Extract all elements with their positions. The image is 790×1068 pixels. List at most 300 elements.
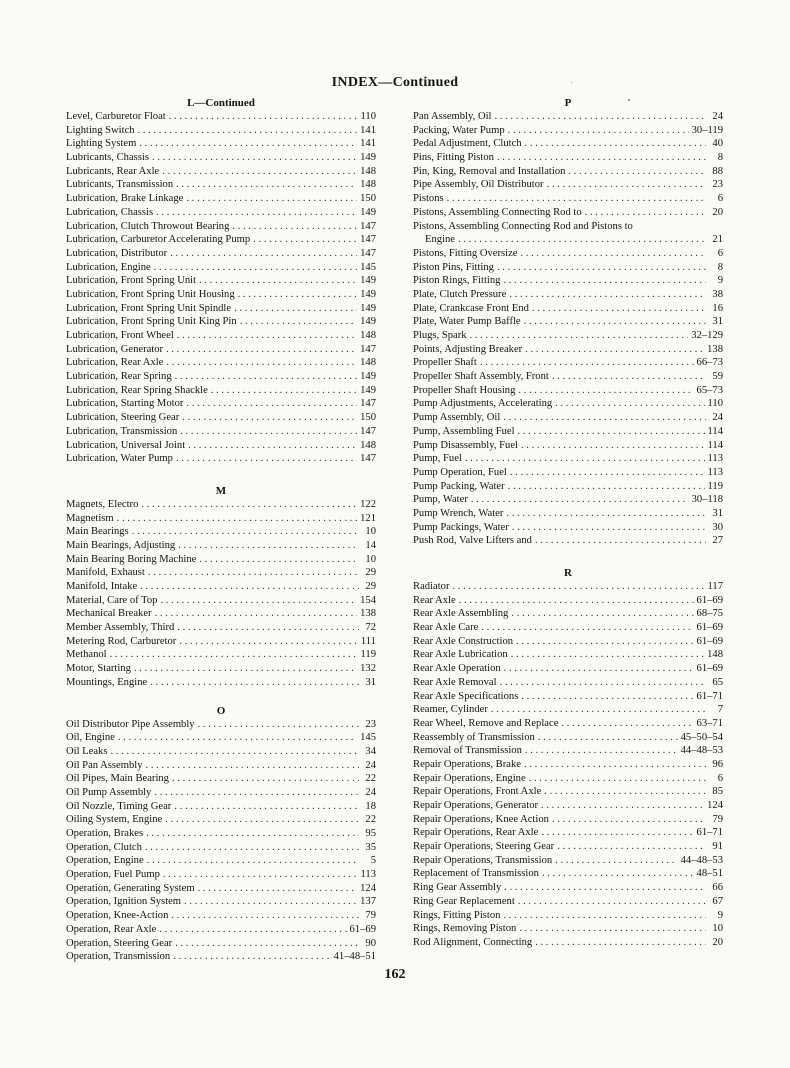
index-page-ref: 41–48–51 xyxy=(333,951,376,963)
index-term: Pistons, Assembling Connecting Rod and Pistons to xyxy=(413,220,633,232)
leader-dots xyxy=(480,356,694,370)
index-entry xyxy=(66,411,376,425)
leader-dots xyxy=(148,566,359,580)
index-page-ref: 149 xyxy=(360,152,376,164)
leader-dots xyxy=(159,923,346,937)
index-term: Manifold, Exhaust xyxy=(66,567,145,579)
index-entry xyxy=(413,247,723,261)
index-page-ref: 22 xyxy=(365,773,376,785)
index-term: Pump, Fuel xyxy=(413,453,462,465)
index-term: Repair Operations, Generator xyxy=(413,800,539,811)
index-term: Lubrication, Rear Spring xyxy=(66,371,172,383)
index-page-ref: 148 xyxy=(360,439,376,451)
leader-dots xyxy=(538,731,678,745)
index-entry xyxy=(413,315,723,329)
index-term: Plate, Clutch Pressure xyxy=(413,288,507,300)
leader-dots xyxy=(179,635,358,649)
index-page-ref: 44–48–53 xyxy=(680,854,723,866)
index-page-ref: 27 xyxy=(712,535,723,547)
index-entry xyxy=(413,534,723,548)
index-term: Lubricants, Transmission xyxy=(66,179,174,191)
index-term: Lubrication, Front Spring Unit King Pin xyxy=(66,316,237,328)
index-page-ref: 149 xyxy=(360,371,376,383)
index-page-ref: 67 xyxy=(712,895,723,907)
leader-dots xyxy=(170,247,357,261)
index-entry xyxy=(66,868,376,882)
index-term: Methanol xyxy=(66,649,107,661)
index-term: Pump Packings, Water xyxy=(413,521,509,533)
index-page-ref: 121 xyxy=(360,512,376,524)
index-page-ref: 40 xyxy=(712,138,723,150)
section-heading-o: O xyxy=(216,704,226,717)
index-page-ref: 148 xyxy=(360,330,376,341)
index-term: Radiator xyxy=(413,581,450,592)
index-term: Lubrication, Front Spring Unit xyxy=(66,275,197,287)
index-page-ref: 119 xyxy=(360,649,376,661)
index-entry xyxy=(413,621,723,635)
index-entry xyxy=(66,786,376,800)
index-entry xyxy=(413,703,723,717)
leader-dots xyxy=(118,731,357,745)
index-term: Rings, Removing Piston xyxy=(413,923,517,935)
index-term: Lubrication, Front Spring Unit Housing xyxy=(66,288,235,300)
leader-dots xyxy=(447,192,706,206)
index-term: Lubrication, Distributor xyxy=(66,247,168,259)
leader-dots xyxy=(518,895,706,909)
index-term: Lubrication, Transmission xyxy=(66,425,178,437)
index-entry xyxy=(66,110,376,124)
leader-dots xyxy=(568,165,706,179)
index-term: Pedal Adjustment, Clutch xyxy=(413,138,522,150)
index-term: Plugs, Spark xyxy=(413,330,467,341)
index-term: Repair Operations, Front Axle xyxy=(413,786,542,798)
index-entry xyxy=(413,220,723,234)
index-term: Repair Operations, Engine xyxy=(413,772,526,784)
page-number: 162 xyxy=(384,967,406,982)
index-page-ref: 141 xyxy=(360,138,376,150)
leader-dots xyxy=(525,137,706,151)
index-term: Pin, King, Removal and Installation xyxy=(413,165,566,177)
index-page-ref: 148 xyxy=(360,357,376,369)
index-term: Push Rod, Valve Lifters and xyxy=(413,535,532,547)
leader-dots xyxy=(506,507,706,521)
index-entry xyxy=(413,813,723,827)
index-entry xyxy=(66,261,376,275)
index-term: Level, Carburetor Float xyxy=(66,111,166,122)
leader-dots xyxy=(110,745,359,759)
index-entry xyxy=(413,165,723,179)
index-page-ref: 10 xyxy=(365,526,376,538)
index-term: Operation, Brakes xyxy=(66,828,144,839)
leader-dots xyxy=(525,343,704,357)
leader-dots xyxy=(186,397,357,411)
index-term: Oil, Engine xyxy=(66,732,115,744)
index-term: Reamer, Cylinder xyxy=(413,704,488,716)
section-heading-r: R xyxy=(564,567,572,579)
index-entry xyxy=(66,206,376,220)
index-entry xyxy=(413,233,723,247)
index-entry xyxy=(413,690,723,704)
leader-dots xyxy=(465,452,705,466)
leader-dots xyxy=(509,288,706,302)
index-entry xyxy=(66,882,376,896)
index-page-ref: 111 xyxy=(360,635,376,647)
index-term: Operation, Rear Axle xyxy=(66,923,157,935)
index-term: Lubrication, Front Wheel xyxy=(66,330,174,341)
leader-dots xyxy=(176,452,357,466)
leader-dots xyxy=(544,785,706,799)
leader-dots xyxy=(503,411,706,425)
leader-dots xyxy=(169,110,358,124)
index-term: Rod Alignment, Connecting xyxy=(413,936,533,948)
index-entry xyxy=(413,521,723,535)
index-term: Repair Operations, Transmission xyxy=(413,854,553,866)
index-entry xyxy=(413,867,723,881)
index-page-ref: 149 xyxy=(360,206,376,218)
index-page-ref: 149 xyxy=(360,316,376,328)
index-page-ref: 110 xyxy=(707,398,723,410)
index-term: Lubrication, Chassis xyxy=(66,206,154,218)
index-page-ref: 5 xyxy=(370,855,376,867)
index-page-ref: 85 xyxy=(712,786,723,798)
index-entry xyxy=(413,206,723,220)
index-entry xyxy=(66,566,376,580)
leader-dots xyxy=(512,521,706,535)
leader-dots xyxy=(198,882,358,896)
index-term: Rear Axle Removal xyxy=(413,676,497,688)
index-term: Rear Axle Construction xyxy=(413,635,514,647)
index-entry xyxy=(66,759,376,773)
index-term: Reassembly of Transmission xyxy=(413,731,535,743)
section-gap xyxy=(66,466,376,484)
index-page-ref: 34 xyxy=(365,745,376,757)
index-page-ref: 124 xyxy=(360,882,376,894)
index-term: Lubrication, Brake Linkage xyxy=(66,193,184,205)
index-term: Points, Adjusting Breaker xyxy=(413,343,523,355)
index-entry xyxy=(66,425,376,439)
index-page-ref: 31 xyxy=(712,316,723,328)
leader-dots xyxy=(561,717,693,731)
index-entry xyxy=(413,840,723,854)
index-page-ref: 22 xyxy=(365,814,376,826)
index-page-ref: 9 xyxy=(717,909,723,921)
leader-dots xyxy=(240,315,357,329)
leader-dots xyxy=(174,800,359,814)
index-entry xyxy=(413,384,723,398)
index-entry xyxy=(413,493,723,507)
section-heading-m: M xyxy=(215,484,227,497)
index-entry xyxy=(66,676,376,690)
index-term: Main Bearing Boring Machine xyxy=(66,553,197,565)
index-entry xyxy=(66,137,376,151)
index-page-ref: 66–73 xyxy=(696,357,723,369)
index-page-ref: 30 xyxy=(712,521,723,533)
index-page-ref: 113 xyxy=(707,466,723,478)
index-term: Replacement of Transmission xyxy=(413,868,539,880)
print-speck xyxy=(571,82,572,83)
leader-dots xyxy=(146,827,359,841)
index-page-ref: 14 xyxy=(365,539,376,551)
index-page-ref: 7 xyxy=(717,704,723,716)
index-entry xyxy=(413,151,723,165)
index-page-ref: 147 xyxy=(360,453,376,465)
leader-dots xyxy=(494,110,706,124)
index-term: Magnetism xyxy=(66,512,114,524)
leader-dots xyxy=(172,772,359,786)
index-term: Repair Operations, Steering Gear xyxy=(413,841,555,853)
index-term: Rings, Fitting Piston xyxy=(413,909,501,921)
leader-dots xyxy=(156,206,357,220)
index-entry xyxy=(413,124,723,138)
index-entry xyxy=(66,356,376,370)
leader-dots xyxy=(141,498,357,512)
index-entry xyxy=(413,507,723,521)
index-term: Motor, Starting xyxy=(66,663,131,675)
section-gap xyxy=(66,690,376,704)
index-page-ref: 148 xyxy=(360,165,376,177)
index-page-ref: 119 xyxy=(707,480,723,492)
index-entry xyxy=(66,124,376,138)
index-page-ref: 35 xyxy=(365,841,376,853)
index-term: Main Bearings, Adjusting xyxy=(66,539,176,551)
leader-dots xyxy=(178,539,359,553)
section-gap xyxy=(413,548,723,566)
index-page-ref: 138 xyxy=(360,608,376,620)
index-entry xyxy=(66,233,376,247)
leader-dots xyxy=(458,233,706,247)
index-page-ref: 148 xyxy=(360,179,376,191)
index-term: Pan Assembly, Oil xyxy=(413,111,492,122)
index-entry xyxy=(66,220,376,234)
index-page-ref: 6 xyxy=(717,193,723,205)
leader-dots xyxy=(524,758,706,772)
index-page-ref: 113 xyxy=(360,869,376,881)
leader-dots xyxy=(470,329,689,343)
index-entry xyxy=(66,731,376,745)
index-term: Plate, Water Pump Baffle xyxy=(413,316,521,328)
leader-dots xyxy=(552,370,706,384)
leader-dots xyxy=(541,799,704,813)
index-page-ref: 23 xyxy=(365,718,376,730)
index-page-ref: 72 xyxy=(365,622,376,634)
index-term: Operation, Fuel Pump xyxy=(66,869,160,881)
leader-dots xyxy=(503,274,706,288)
leader-dots xyxy=(132,525,359,539)
index-page-ref: 61–69 xyxy=(696,622,723,634)
index-left-column xyxy=(66,96,376,964)
index-term: Operation, Transmission xyxy=(66,951,171,963)
index-page-ref: 138 xyxy=(707,343,723,355)
index-page-ref: 154 xyxy=(360,594,376,606)
leader-dots xyxy=(150,676,359,690)
index-page-ref: 23 xyxy=(712,179,723,191)
index-term: Oil Pan Assembly xyxy=(66,759,143,771)
index-page-ref: 20 xyxy=(712,936,723,948)
index-term: Operation, Steering Gear xyxy=(66,937,173,949)
index-entry xyxy=(66,937,376,951)
leader-dots xyxy=(518,425,705,439)
index-page-ref: 150 xyxy=(360,193,376,205)
leader-dots xyxy=(177,621,359,635)
leader-dots xyxy=(491,703,706,717)
index-page-ref: 150 xyxy=(360,412,376,424)
index-term: Lubrication, Universal Joint xyxy=(66,439,186,451)
index-entry xyxy=(66,178,376,192)
leader-dots xyxy=(504,881,706,895)
index-entry xyxy=(413,854,723,868)
index-entry xyxy=(66,813,376,827)
leader-dots xyxy=(180,425,357,439)
index-entry xyxy=(413,785,723,799)
index-entry xyxy=(413,717,723,731)
index-term: Oil Leaks xyxy=(66,745,108,757)
index-term: Pump, Assembling Fuel xyxy=(413,425,515,437)
index-entry xyxy=(66,192,376,206)
index-term: Material, Care of Top xyxy=(66,594,158,606)
index-page-ref: 8 xyxy=(717,152,723,164)
index-entry xyxy=(413,411,723,425)
index-entry xyxy=(413,936,723,950)
leader-dots xyxy=(508,124,689,138)
index-term: Pump, Water xyxy=(413,494,468,506)
index-entry xyxy=(413,922,723,936)
index-page-ref: 6 xyxy=(717,247,723,259)
leader-dots xyxy=(234,302,357,316)
leader-dots xyxy=(232,220,357,234)
leader-dots xyxy=(504,662,694,676)
leader-dots xyxy=(186,192,357,206)
index-term: Packing, Water Pump xyxy=(413,124,505,136)
leader-dots xyxy=(140,580,359,594)
index-term: Pistons xyxy=(413,193,444,205)
leader-dots xyxy=(166,356,357,370)
index-term: Lubrication, Starting Motor xyxy=(66,398,184,410)
leader-dots xyxy=(529,772,706,786)
index-page-ref: 114 xyxy=(707,425,723,437)
index-entry xyxy=(66,247,376,261)
index-entry xyxy=(66,439,376,453)
index-entry xyxy=(413,676,723,690)
index-page-ref: 30–119 xyxy=(691,124,723,136)
index-term: Oiling System, Engine xyxy=(66,814,163,826)
index-entry xyxy=(413,343,723,357)
index-entry xyxy=(66,745,376,759)
index-term: Magnets, Electro xyxy=(66,498,139,510)
index-entry xyxy=(413,397,723,411)
leader-dots xyxy=(508,480,705,494)
index-term: Operation, Generating System xyxy=(66,882,195,894)
index-right-column xyxy=(413,96,723,950)
leader-dots xyxy=(542,867,694,881)
index-term: Ring Gear Assembly xyxy=(413,882,502,894)
leader-dots xyxy=(459,594,694,608)
leader-dots xyxy=(519,922,706,936)
index-entry xyxy=(413,744,723,758)
index-term: Pump Wrench, Water xyxy=(413,507,504,519)
leader-dots xyxy=(155,607,358,621)
index-page-ref: 9 xyxy=(717,275,723,287)
leader-dots xyxy=(541,826,693,840)
index-page-ref: 96 xyxy=(712,758,723,770)
index-entry xyxy=(413,758,723,772)
index-entry xyxy=(66,288,376,302)
index-page-ref: 8 xyxy=(717,261,723,273)
index-page-ref: 91 xyxy=(712,841,723,853)
leader-dots xyxy=(481,621,693,635)
leader-dots xyxy=(134,662,357,676)
index-term: Rear Axle Operation xyxy=(413,663,501,675)
leader-dots xyxy=(532,302,706,316)
leader-dots xyxy=(199,553,359,567)
leader-dots xyxy=(152,151,357,165)
leader-dots xyxy=(452,580,704,594)
index-term: Pump Assembly, Oil xyxy=(413,412,501,424)
index-term: Ring Gear Replacement xyxy=(413,895,515,907)
index-term: Oil Pipes, Main Bearing xyxy=(66,773,169,785)
index-term: Lubrication, Engine xyxy=(66,261,151,273)
index-page-ref: 122 xyxy=(360,498,376,510)
index-page-ref: 137 xyxy=(360,896,376,908)
index-term: Propeller Shaft Housing xyxy=(413,384,516,396)
leader-dots xyxy=(238,288,357,302)
leader-dots xyxy=(146,759,359,773)
index-entry xyxy=(66,165,376,179)
leader-dots xyxy=(163,868,358,882)
index-page-ref: 110 xyxy=(360,111,376,122)
index-term: Rear Axle Care xyxy=(413,622,479,634)
index-page-ref: 45–50–54 xyxy=(680,731,723,743)
index-entry xyxy=(66,302,376,316)
index-entry xyxy=(413,439,723,453)
index-page-ref: 63–71 xyxy=(696,717,723,729)
leader-dots xyxy=(555,854,677,868)
index-term: Pump Operation, Fuel xyxy=(413,466,507,478)
index-page-ref: 149 xyxy=(360,384,376,396)
index-term: Mechanical Breaker xyxy=(66,608,152,620)
index-term: Piston Rings, Fitting xyxy=(413,275,501,287)
index-term: Rear Axle Lubrication xyxy=(413,649,508,661)
leader-dots xyxy=(145,841,359,855)
index-entry xyxy=(413,895,723,909)
leader-dots xyxy=(162,165,357,179)
index-page-ref: 10 xyxy=(365,553,376,565)
index-term: Lighting System xyxy=(66,138,137,150)
index-page-ref: 24 xyxy=(712,412,723,424)
index-entry xyxy=(66,594,376,608)
index-term: Oil Pump Assembly xyxy=(66,786,152,798)
index-entry xyxy=(66,621,376,635)
index-term: Lubrication, Carburetor Accelerating Pump xyxy=(66,234,251,246)
index-entry xyxy=(413,580,723,594)
index-entry xyxy=(413,909,723,923)
index-page-ref: 148 xyxy=(707,649,723,661)
leader-dots xyxy=(524,315,706,329)
index-term: Pump Packing, Water xyxy=(413,480,505,492)
index-term: Engine xyxy=(425,234,456,246)
index-entry xyxy=(413,480,723,494)
index-term: Rear Axle Specifications xyxy=(413,690,519,702)
leader-dots xyxy=(497,151,706,165)
index-page-ref: 31 xyxy=(365,676,376,688)
index-entry xyxy=(66,841,376,855)
index-entry xyxy=(413,881,723,895)
leader-dots xyxy=(117,512,357,526)
index-page-ref: 24 xyxy=(365,786,376,798)
leader-dots xyxy=(535,936,706,950)
index-entry xyxy=(66,662,376,676)
index-page-ref: 147 xyxy=(360,247,376,259)
index-entry xyxy=(413,772,723,786)
